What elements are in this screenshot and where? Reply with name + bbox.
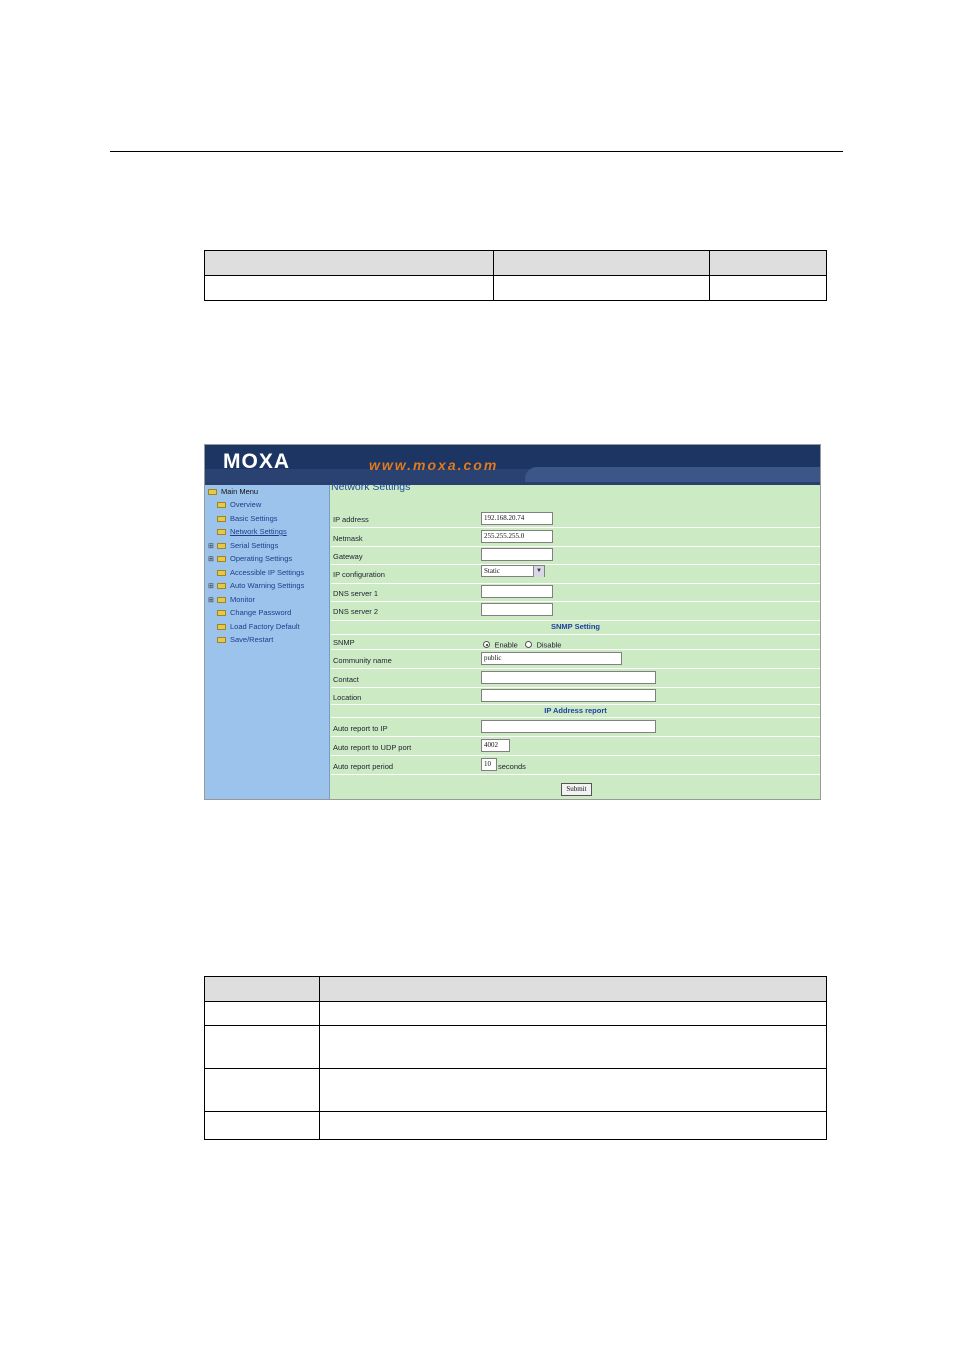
table-header-row [205, 977, 827, 1002]
table-header-row [205, 251, 827, 276]
row-dns-server-1: DNS server 1 [331, 584, 820, 602]
row-dns-server-2: DNS server 2 [331, 602, 820, 621]
table-row [205, 276, 827, 301]
row-netmask: Netmask 255.255.255.0 [331, 528, 820, 547]
menu-item-basic-settings[interactable]: Basic Settings [217, 513, 278, 524]
moxa-url[interactable]: www.moxa.com [369, 457, 499, 473]
dns-server-1-input[interactable] [481, 585, 553, 598]
row-ip-configuration: IP configuration Static ▼ [331, 565, 820, 584]
auto-report-period-input[interactable]: 10 [481, 758, 497, 771]
folder-icon [217, 624, 226, 630]
row-auto-report-ip: Auto report to IP [331, 718, 820, 737]
folder-icon [217, 583, 226, 589]
folder-icon [217, 570, 226, 576]
radio-disable[interactable] [525, 641, 532, 648]
menu-item-auto-warning-settings[interactable]: ⊞ Auto Warning Settings [208, 581, 305, 590]
menu-item-serial-settings[interactable]: ⊞ Serial Settings [208, 541, 279, 550]
field-description-table [204, 976, 827, 1140]
menu-item-network-settings[interactable]: Network Settings [217, 526, 287, 537]
menu-item-accessible-ip-settings[interactable]: Accessible IP Settings [217, 567, 304, 578]
menu-item-overview[interactable]: Overview [217, 499, 261, 510]
row-gateway: Gateway [331, 547, 820, 565]
ip-configuration-select[interactable]: Static ▼ [481, 565, 545, 577]
menu-item-operating-settings[interactable]: ⊞ Operating Settings [208, 554, 293, 563]
row-auto-report-period: Auto report period 10 seconds [331, 756, 820, 775]
web-console-screenshot [204, 444, 821, 800]
menu-item-save-restart[interactable]: Save/Restart [217, 634, 273, 645]
default-settings-table [204, 250, 827, 301]
community-name-input[interactable]: public [481, 652, 622, 665]
snmp-disable-option[interactable]: Disable [525, 636, 561, 654]
auto-report-udp-port-input[interactable]: 4002 [481, 739, 510, 752]
snmp-enable-option[interactable]: Enable [483, 636, 518, 654]
row-snmp: SNMP Enable Disable [331, 635, 820, 650]
moxa-logo: MOXA [223, 450, 290, 473]
gateway-input[interactable] [481, 548, 553, 561]
row-ip-address: IP address 192.168.20.74 [331, 509, 820, 528]
menu-item-load-factory-default[interactable]: Load Factory Default [217, 621, 300, 632]
chevron-down-icon[interactable]: ▼ [533, 566, 544, 577]
folder-icon [217, 610, 226, 616]
folder-icon [217, 556, 226, 562]
expand-icon[interactable]: ⊞ [208, 597, 214, 604]
contact-input[interactable] [481, 671, 656, 684]
table-row [205, 1112, 827, 1140]
radio-enable[interactable] [483, 641, 490, 648]
ip-address-input[interactable]: 192.168.20.74 [481, 512, 553, 525]
main-menu-sidebar [205, 485, 330, 799]
expand-icon[interactable]: ⊞ [208, 543, 214, 550]
table-row [205, 1026, 827, 1069]
header-rule [110, 151, 843, 152]
folder-icon [217, 516, 226, 522]
menu-item-monitor[interactable]: ⊞ Monitor [208, 595, 256, 604]
folder-icon [217, 597, 226, 603]
seconds-unit: seconds [498, 762, 526, 771]
ip-address-report-section-header: IP Address report [331, 705, 820, 718]
snmp-section-header: SNMP Setting [331, 621, 820, 635]
page-title: Network Settings [331, 481, 411, 493]
location-input[interactable] [481, 689, 656, 702]
row-contact: Contact [331, 669, 820, 688]
row-community-name: Community name public [331, 650, 820, 669]
table-row [205, 1002, 827, 1026]
menu-root[interactable]: Main Menu [208, 486, 258, 497]
folder-icon [217, 529, 226, 535]
folder-icon [208, 489, 217, 495]
netmask-input[interactable]: 255.255.255.0 [481, 530, 553, 543]
folder-icon [217, 543, 226, 549]
folder-icon [217, 502, 226, 508]
row-auto-report-udp-port: Auto report to UDP port 4002 [331, 737, 820, 756]
submit-button[interactable]: Submit [561, 783, 592, 796]
menu-item-change-password[interactable]: Change Password [217, 607, 291, 618]
expand-icon[interactable]: ⊞ [208, 556, 214, 563]
folder-icon [217, 637, 226, 643]
auto-report-ip-input[interactable] [481, 720, 656, 733]
moxa-banner [205, 445, 820, 485]
table-row [205, 1069, 827, 1112]
row-location: Location [331, 688, 820, 705]
expand-icon[interactable]: ⊞ [208, 583, 214, 590]
dns-server-2-input[interactable] [481, 603, 553, 616]
